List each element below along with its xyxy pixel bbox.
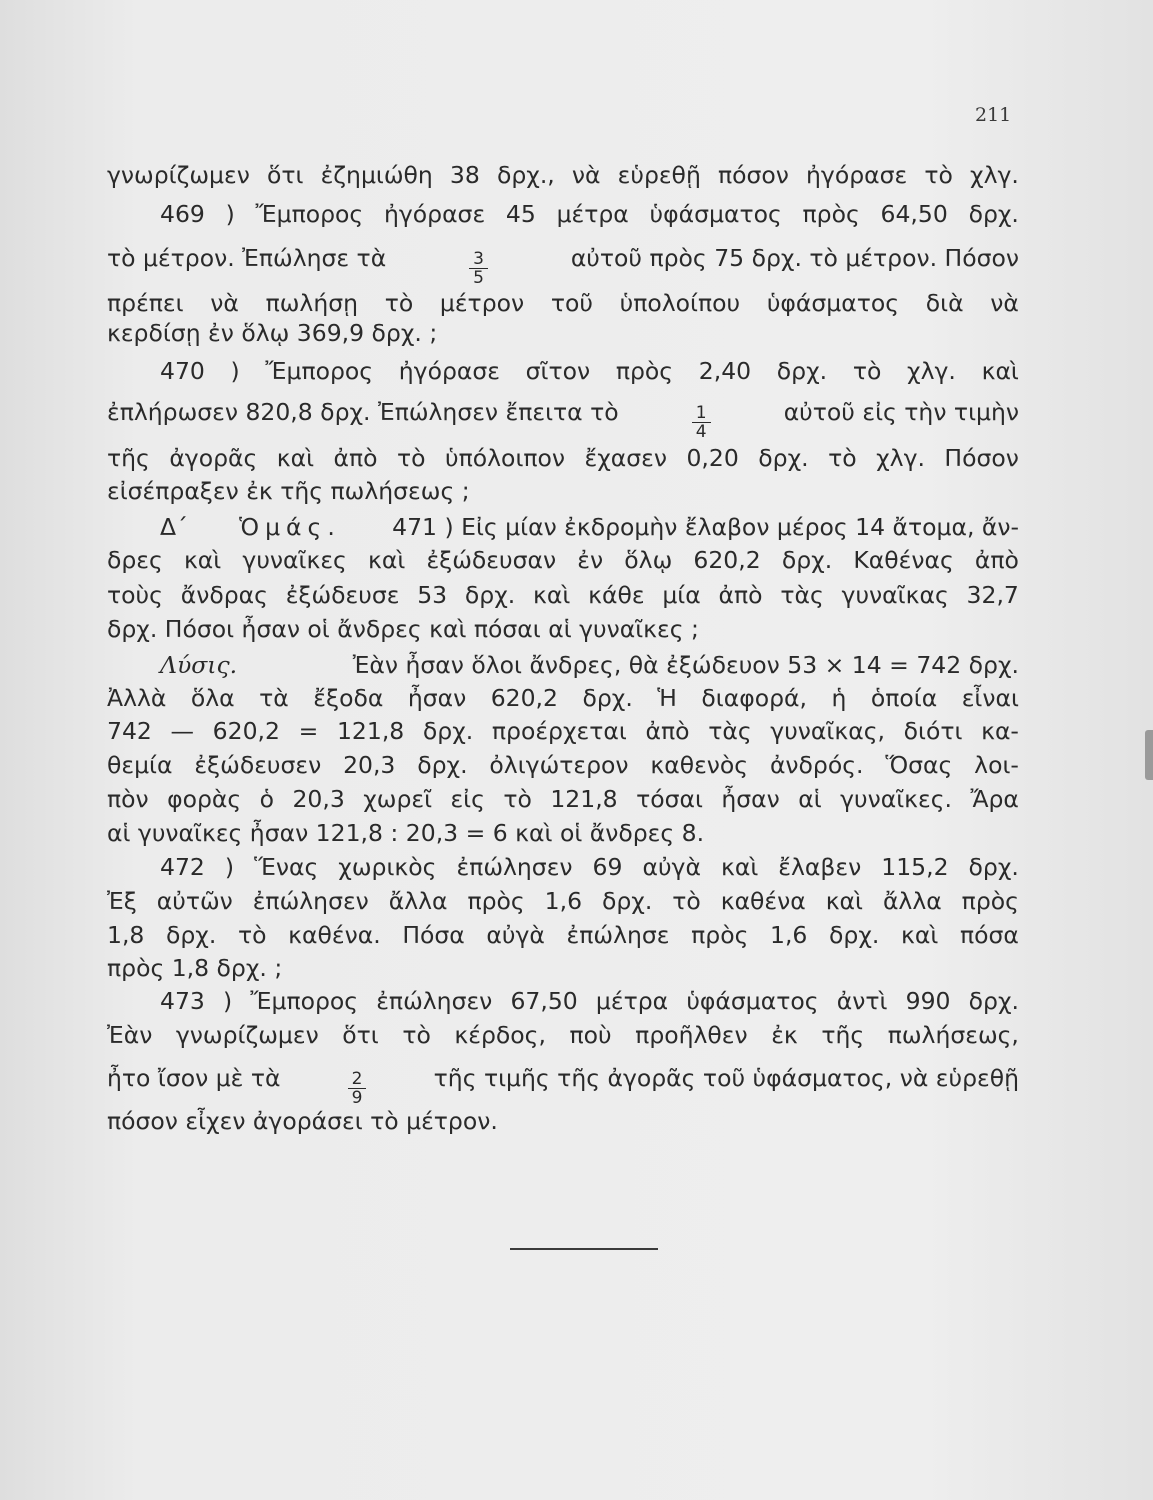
page-number: 211 (975, 104, 1012, 126)
word: χωρεῖ (363, 785, 433, 813)
word: γυναῖκας (841, 581, 949, 609)
word: ὀλιγώτερον (489, 751, 629, 779)
word: ὅλα (190, 684, 235, 712)
word: = (298, 717, 319, 745)
word: ἡ (831, 684, 847, 712)
word: 472 (160, 853, 205, 881)
word: ὅτι (266, 161, 304, 189)
word: ἔλαβεν (778, 853, 862, 881)
word: πρὸς (802, 200, 860, 228)
word: Ἄρα (970, 785, 1019, 813)
word: δρχ., (496, 161, 555, 189)
word: Ὅσας (885, 751, 953, 779)
word: μέτρα (595, 987, 669, 1015)
word: μέτρον (439, 289, 525, 317)
word: ὁ (259, 785, 275, 813)
word: ) (224, 853, 235, 881)
text-segment: αὐτοῦ εἰς τὴν τιμὴν (783, 398, 1019, 426)
word: αὐγὰ (642, 853, 701, 881)
text-line-3 (107, 243, 1019, 289)
word: Καθένας (853, 546, 954, 574)
word: ἀγορᾶς (169, 444, 258, 472)
word: 742 (107, 717, 152, 745)
word: εἰς (450, 785, 485, 813)
text-line-1 (107, 160, 1019, 190)
word: καθενὸς (650, 751, 749, 779)
word: 32,7 (966, 581, 1019, 609)
word: τὸ (384, 289, 414, 317)
fraction-two-ninths (348, 1070, 367, 1107)
word: 1,6 (544, 887, 583, 915)
section-title: Ὁμάς. (239, 513, 341, 541)
word: δρχ. (968, 853, 1019, 881)
word: 121,8 (550, 785, 618, 813)
text-line-9: εἰσέπραξεν ἐκ τῆς πωλήσεως ; (107, 477, 470, 505)
word: τὸ (672, 887, 701, 915)
text-line-20 (160, 852, 1019, 882)
fraction-one-quarter (692, 404, 711, 441)
word: ὑφάσματος (686, 987, 819, 1015)
word: ἐπώλησεν (456, 853, 573, 881)
word: — (170, 717, 195, 745)
word: πρὸς (961, 887, 1019, 915)
fraction-denominator: 5 (473, 268, 484, 288)
word: ὑφάσματος (649, 200, 782, 228)
word: διὰ (925, 289, 964, 317)
word: ὑπόλοιπον (445, 444, 566, 472)
word: Ἐξ (107, 887, 137, 915)
word: δρχ. (422, 717, 474, 745)
word: τὸ (924, 161, 953, 189)
word: αἱ (798, 785, 822, 813)
word: ἐν (577, 546, 604, 574)
word: τὸ (503, 785, 532, 813)
text-line-13: δρχ. Πόσοι ἦσαν οἱ ἄνδρες καὶ πόσαι αἱ γυναῖκες ; (107, 615, 699, 643)
text-line-6 (160, 356, 1019, 386)
word: νὰ (990, 289, 1019, 317)
word: ἀπὸ (333, 444, 378, 472)
text-line-22 (107, 920, 1019, 950)
word: τὸ (238, 921, 267, 949)
word: ἄλλα (882, 887, 942, 915)
word: 115,2 (881, 853, 949, 881)
word: πωλήσεως, (887, 1021, 1019, 1049)
word: αὐγὰ (486, 921, 545, 949)
word: ἠγόρασε (806, 161, 908, 189)
word: πρέπει (107, 289, 184, 317)
word: λοι- (974, 751, 1019, 779)
word: Ἀλλὰ (107, 684, 167, 712)
word: δρχ. (166, 921, 217, 949)
word: νὰ (571, 161, 601, 189)
fraction-numerator: 2 (348, 1070, 367, 1089)
word: τὰς (708, 717, 752, 745)
fraction-numerator: 1 (692, 404, 711, 423)
word: φορὰς (167, 785, 242, 813)
word: καὶ (981, 357, 1019, 385)
text-segment: ἦτο ἴσον μὲ τὰ (107, 1064, 281, 1092)
word: Πόσα (402, 921, 465, 949)
word: νὰ (210, 289, 239, 317)
word: γνωρίζωμεν (107, 161, 250, 189)
word: ἀπὸ (718, 581, 763, 609)
word: δρχ. (582, 684, 633, 712)
word: πόσον (717, 161, 789, 189)
text-line-5: κερδίσῃ ἐν ὅλῳ 369,9 δρχ. ; (107, 319, 438, 347)
word: ἐξώδευσε (285, 581, 400, 609)
word: πὸν (107, 785, 149, 813)
text-segment: ἐπλήρωσεν 820,8 δρχ. Ἐπώλησεν ἔπειτα τὸ (107, 398, 619, 426)
text-line-18 (107, 784, 1019, 814)
word: Ἐὰν (107, 1021, 153, 1049)
word: δρχ. (968, 200, 1019, 228)
word: 67,50 (510, 987, 578, 1015)
fraction-denominator: 9 (351, 1088, 363, 1108)
word: κάθε (588, 581, 645, 609)
word: 0,20 (686, 444, 739, 472)
word: σῖτον (525, 357, 591, 385)
word: 1,8 (107, 921, 145, 949)
word: εἶναι (961, 684, 1019, 712)
text-line-10 (160, 512, 1019, 542)
word: ἠγόρασε (383, 200, 486, 228)
word: χλγ. (876, 444, 925, 472)
text-line-7 (107, 397, 1019, 443)
word: πωλήσῃ (265, 289, 358, 317)
word: καὶ (720, 853, 759, 881)
fraction-denominator: 4 (695, 422, 707, 442)
word: ) (225, 200, 235, 228)
word: δρχ. (781, 546, 833, 574)
word: ) (223, 987, 233, 1015)
word: τῆς (107, 444, 150, 472)
word: δρχ. (829, 921, 880, 949)
word: ἐξώδευσεν (194, 751, 322, 779)
word: τοῦ (550, 289, 593, 317)
word: 53 (417, 581, 448, 609)
word: καὶ (367, 546, 406, 574)
word: ἐπώλησεν (376, 987, 493, 1015)
word: 2,40 (698, 357, 752, 385)
word: χλγ. (907, 357, 956, 385)
word: 473 (160, 987, 205, 1015)
word: ἀνδρός. (769, 751, 864, 779)
word: 620,2 (693, 546, 761, 574)
word: 20,3 (343, 751, 396, 779)
fraction-three-fifths (469, 250, 488, 287)
word: ἔχασεν (584, 444, 668, 472)
text-line-27: πόσον εἶχεν ἀγοράσει τὸ μέτρον. (107, 1107, 498, 1135)
word: 990 (905, 987, 951, 1015)
word: γνωρίζωμεν (175, 1021, 319, 1049)
word: Ἔμπορος (250, 987, 359, 1015)
word: δρχ. (776, 357, 828, 385)
word: δρχ. (601, 887, 653, 915)
word: εὑρεθῇ (617, 161, 701, 189)
word: τὸ (852, 357, 882, 385)
text-line-4 (107, 288, 1019, 318)
text-segment: τὸ μέτρον. Ἐπώλησε τὰ (107, 244, 387, 272)
word: Ἕνας (254, 853, 319, 881)
word: τὸ (402, 1021, 431, 1049)
word: 1,6 (770, 921, 808, 949)
word: δρχ. (417, 751, 468, 779)
word: τῆς (821, 1021, 865, 1049)
word: πρὸς (467, 887, 525, 915)
text-line-23: πρὸς 1,8 δρχ. ; (107, 954, 283, 982)
word: ἀντὶ (836, 987, 888, 1015)
word: πόσα (959, 921, 1019, 949)
word: ἄνδρας (180, 581, 268, 609)
word: 69 (592, 853, 623, 881)
word: τὸ (828, 444, 857, 472)
text-line-19: αἱ γυναῖκες ἦσαν 121,8 : 20,3 = 6 καὶ οἱ ἄνδρες 8. (107, 819, 705, 847)
text-line-2 (160, 199, 1019, 229)
word: ἐξώδευσαν (426, 546, 557, 574)
word: 121,8 (336, 717, 405, 745)
word: δρχ. (968, 987, 1019, 1015)
word: γυναῖκες. (840, 785, 952, 813)
word: 470 (160, 357, 205, 385)
word: Ἡ (657, 684, 677, 712)
word: καθένα (720, 887, 806, 915)
word: προῆλθεν (635, 1021, 748, 1049)
text-line-24 (160, 986, 1019, 1016)
word: ἐκ (771, 1021, 798, 1049)
word: ἄλλα (388, 887, 448, 915)
text-line-12 (107, 580, 1019, 610)
word: τοὺς (107, 581, 163, 609)
text-segment: Ἐὰν ἦσαν ὅλοι ἄνδρες, θὰ ἐξώδευον 53 × 14 = 742 δρχ. (352, 651, 1019, 679)
word: ἀπὸ (974, 546, 1019, 574)
word: ἐπώλησε (566, 921, 670, 949)
word: μέτρα (556, 200, 629, 228)
word: αὐτῶν (156, 887, 233, 915)
word: γυναῖκας, (770, 717, 885, 745)
word: δρες (107, 546, 163, 574)
word: ὅτι (342, 1021, 379, 1049)
word: 469 (160, 200, 205, 228)
word: ὁποία (870, 684, 938, 712)
solution-label: Λύσις. (160, 651, 238, 679)
fraction-numerator: 3 (469, 250, 488, 269)
text-line-26 (107, 1063, 1019, 1109)
text-segment: αὐτοῦ πρὸς 75 δρχ. τὸ μέτρον. Πόσον (570, 244, 1019, 272)
word: 620,2 (212, 717, 280, 745)
word: καὶ (533, 581, 571, 609)
word: 45 (505, 200, 536, 228)
text-segment: 471 ) Εἰς μίαν ἐκδρομὴν ἔλαβον μέρος 14 ἄτομα, ἄν- (392, 513, 1019, 541)
section-label: Δ΄ (160, 513, 188, 541)
word: ἐζημιώθη (320, 161, 433, 189)
word: ὑφάσματος (766, 289, 900, 317)
text-line-16 (107, 716, 1019, 746)
word: τὰς (780, 581, 824, 609)
text-line-8 (107, 443, 1019, 473)
word: καὶ (825, 887, 863, 915)
word: τὸ (397, 444, 426, 472)
word: χωρικὸς (338, 853, 437, 881)
word: τὰ (259, 684, 289, 712)
section-divider-rule (510, 1248, 658, 1250)
word: ἐπώλησεν (252, 887, 369, 915)
text-line-11 (107, 545, 1019, 575)
word: χλγ. (970, 161, 1019, 189)
word: καθένα. (288, 921, 381, 949)
word: μία (662, 581, 701, 609)
word: ἔξοδα (313, 684, 384, 712)
word: Πόσον (944, 444, 1019, 472)
text-line-15 (107, 683, 1019, 713)
word: Ἔμπορος (265, 357, 374, 385)
word: ποὺ (569, 1021, 612, 1049)
word: ἠγόρασε (398, 357, 500, 385)
word: δρχ. (758, 444, 809, 472)
word: Ἔμπορος (255, 200, 364, 228)
word: ἦσαν (721, 785, 780, 813)
word: 620,2 (490, 684, 558, 712)
word: δρχ. (464, 581, 516, 609)
word: διότι (903, 717, 963, 745)
word: ἀπὸ (645, 717, 690, 745)
text-line-21 (107, 886, 1019, 916)
word: καὶ (183, 546, 222, 574)
word: ὑπολοίπου (619, 289, 741, 317)
text-line-17 (107, 750, 1019, 780)
page-edge-mark (1145, 730, 1153, 780)
word: ὅλῳ (624, 546, 673, 574)
word: θεμία (107, 751, 173, 779)
word: τόσαι (636, 785, 703, 813)
word: καὶ (901, 921, 939, 949)
word: πρὸς (615, 357, 674, 385)
word: κα- (981, 717, 1019, 745)
word: 38 (449, 161, 480, 189)
text-line-25 (107, 1020, 1019, 1050)
word: κέρδος, (454, 1021, 546, 1049)
text-line-14 (160, 650, 1019, 680)
word: πρὸς (691, 921, 749, 949)
word: διαφορά, (701, 684, 807, 712)
word: 64,50 (880, 200, 948, 228)
word: ἦσαν (407, 684, 467, 712)
word: προέρχεται (491, 717, 627, 745)
word: 20,3 (292, 785, 345, 813)
word: ) (230, 357, 240, 385)
text-segment: τῆς τιμῆς τῆς ἀγορᾶς τοῦ ὑφάσματος, νὰ εὑρεθῇ (433, 1064, 1019, 1092)
word: γυναῖκες (242, 546, 347, 574)
word: καὶ (276, 444, 315, 472)
